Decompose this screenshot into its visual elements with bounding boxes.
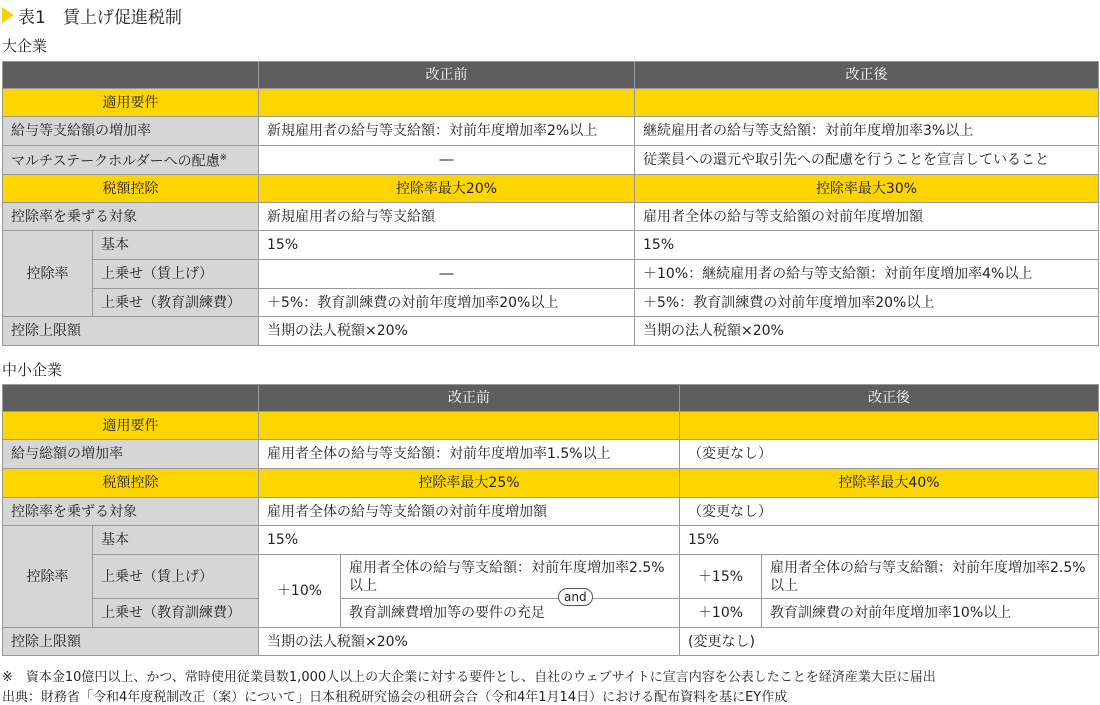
row-sublabel: 上乗せ（賃上げ）: [93, 260, 259, 289]
table-row: [3, 117, 1099, 146]
cell-after: 当期の法人税額×20%: [635, 317, 1099, 346]
row-label: 控除率を乗ずる対象: [3, 498, 259, 526]
sme-heading: 中小企業: [2, 361, 63, 379]
row-label: 給与等支給額の増加率: [3, 117, 259, 146]
cell-after: ＋5%：教育訓練費の対前年度増加率20%以上: [635, 289, 1099, 317]
row-label: 控除上限額: [3, 317, 259, 346]
table-row: [3, 498, 1099, 526]
sme-table: [2, 384, 1099, 656]
cell-after: 継続雇用者の給与等支給額：対前年度増加率3%以上: [635, 117, 1099, 146]
table-row: [3, 555, 1099, 599]
after-edu-condition: 教育訓練費の対前年度増加率10%以上: [762, 599, 1099, 628]
table-header-row: [3, 385, 1099, 412]
row-label: 控除上限額: [3, 628, 259, 656]
table-row: [3, 203, 1099, 231]
table-row: [3, 260, 1099, 289]
tax-credit-row: [3, 175, 1099, 203]
figure-title: [2, 2, 182, 28]
table-row: [3, 146, 1099, 175]
after-wage-pct: ＋15%: [680, 555, 762, 599]
header-corner: [3, 62, 259, 89]
row-sublabel: 基本: [93, 526, 259, 555]
row-label: マルチステークホルダーへの配慮※: [3, 146, 259, 175]
footnote: ※ 資本金10億円以上、かつ、常時使用従業員数1,000人以上の大企業に対する要件とし、自社のウェブサイトに宣言内容を公表したことを経済産業大臣に届出: [2, 670, 936, 685]
rate-label: 控除率: [3, 231, 93, 317]
table-row: [3, 231, 1099, 260]
requirements-before: [259, 89, 635, 117]
cell-before: 15%: [259, 231, 635, 260]
cell-before: 新規雇用者の給与等支給額：対前年度増加率2%以上: [259, 117, 635, 146]
requirements-before: [259, 412, 680, 440]
before-wage-condition: 雇用者全体の給与等支給額：対前年度増加率2.5%以上: [341, 555, 680, 599]
table-row: [3, 317, 1099, 346]
cell-after: 従業員への還元や取引先への配慮を行うことを宣言していること: [635, 146, 1099, 175]
source-note: 出典：財務省「令和4年度税制改正（案）について」日本租税研究協会の租研会合（令和4年1月14日）における配布資料を基にEY作成: [2, 690, 788, 705]
triangle-marker-icon: [2, 7, 14, 23]
tax-credit-before: 控除率最大25%: [259, 469, 680, 498]
cell-after: （変更なし）: [680, 498, 1099, 526]
header-before: 改正前: [259, 385, 680, 412]
cell-before: ―: [259, 260, 635, 289]
row-sublabel: 上乗せ（賃上げ）: [93, 555, 259, 599]
after-edu-pct: ＋10%: [680, 599, 762, 628]
cell-before: 当期の法人税額×20%: [259, 317, 635, 346]
tax-credit-before: 控除率最大20%: [259, 175, 635, 203]
requirements-label: 適用要件: [3, 412, 259, 440]
row-label: 給与総額の増加率: [3, 440, 259, 469]
before-edu-condition: and 教育訓練費増加等の要件の充足: [341, 599, 680, 628]
header-after: 改正後: [635, 62, 1099, 89]
tax-credit-label: 税額控除: [3, 469, 259, 498]
cell-after: 15%: [635, 231, 1099, 260]
row-sublabel: 上乗せ（教育訓練費）: [93, 599, 259, 628]
cell-before: ―: [259, 146, 635, 175]
tax-credit-after: 控除率最大40%: [680, 469, 1099, 498]
header-after: 改正後: [680, 385, 1099, 412]
table-header-row: [3, 62, 1099, 89]
requirements-row: [3, 89, 1099, 117]
requirements-row: [3, 412, 1099, 440]
header-before: 改正前: [259, 62, 635, 89]
row-sublabel: 上乗せ（教育訓練費）: [93, 289, 259, 317]
row-label: 控除率を乗ずる対象: [3, 203, 259, 231]
cell-before: 雇用者全体の給与等支給額の対前年度増加額: [259, 498, 680, 526]
cell-before: ＋5%：教育訓練費の対前年度増加率20%以上: [259, 289, 635, 317]
after-wage-condition: 雇用者全体の給与等支給額：対前年度増加率2.5%以上: [762, 555, 1099, 599]
large-company-heading: 大企業: [2, 37, 48, 55]
cell-before: 新規雇用者の給与等支給額: [259, 203, 635, 231]
row-sublabel: 基本: [93, 231, 259, 260]
cell-before: 15%: [259, 526, 680, 555]
tax-credit-after: 控除率最大30%: [635, 175, 1099, 203]
tax-credit-row: [3, 469, 1099, 498]
tax-credit-label: 税額控除: [3, 175, 259, 203]
table-row: [3, 526, 1099, 555]
cell-after: 雇用者全体の給与等支給額の対前年度増加額: [635, 203, 1099, 231]
and-badge: and: [558, 588, 593, 606]
requirements-after: [680, 412, 1099, 440]
large-company-table: [2, 61, 1099, 346]
requirements-after: [635, 89, 1099, 117]
cell-after: (変更なし): [680, 628, 1099, 656]
cell-after: ＋10%：継続雇用者の給与等支給額：対前年度増加率4%以上: [635, 260, 1099, 289]
before-bonus-pct: ＋10%: [259, 555, 341, 628]
cell-after: （変更なし）: [680, 440, 1099, 469]
table-row: [3, 628, 1099, 656]
cell-after: 15%: [680, 526, 1099, 555]
requirements-label: 適用要件: [3, 89, 259, 117]
table-row: [3, 440, 1099, 469]
table-row: [3, 599, 1099, 628]
header-corner: [3, 385, 259, 412]
table-row: [3, 289, 1099, 317]
title-text: 表1 賃上げ促進税制: [18, 7, 182, 28]
cell-before: 当期の法人税額×20%: [259, 628, 680, 656]
rate-label: 控除率: [3, 526, 93, 628]
cell-before: 雇用者全体の給与等支給額：対前年度増加率1.5%以上: [259, 440, 680, 469]
